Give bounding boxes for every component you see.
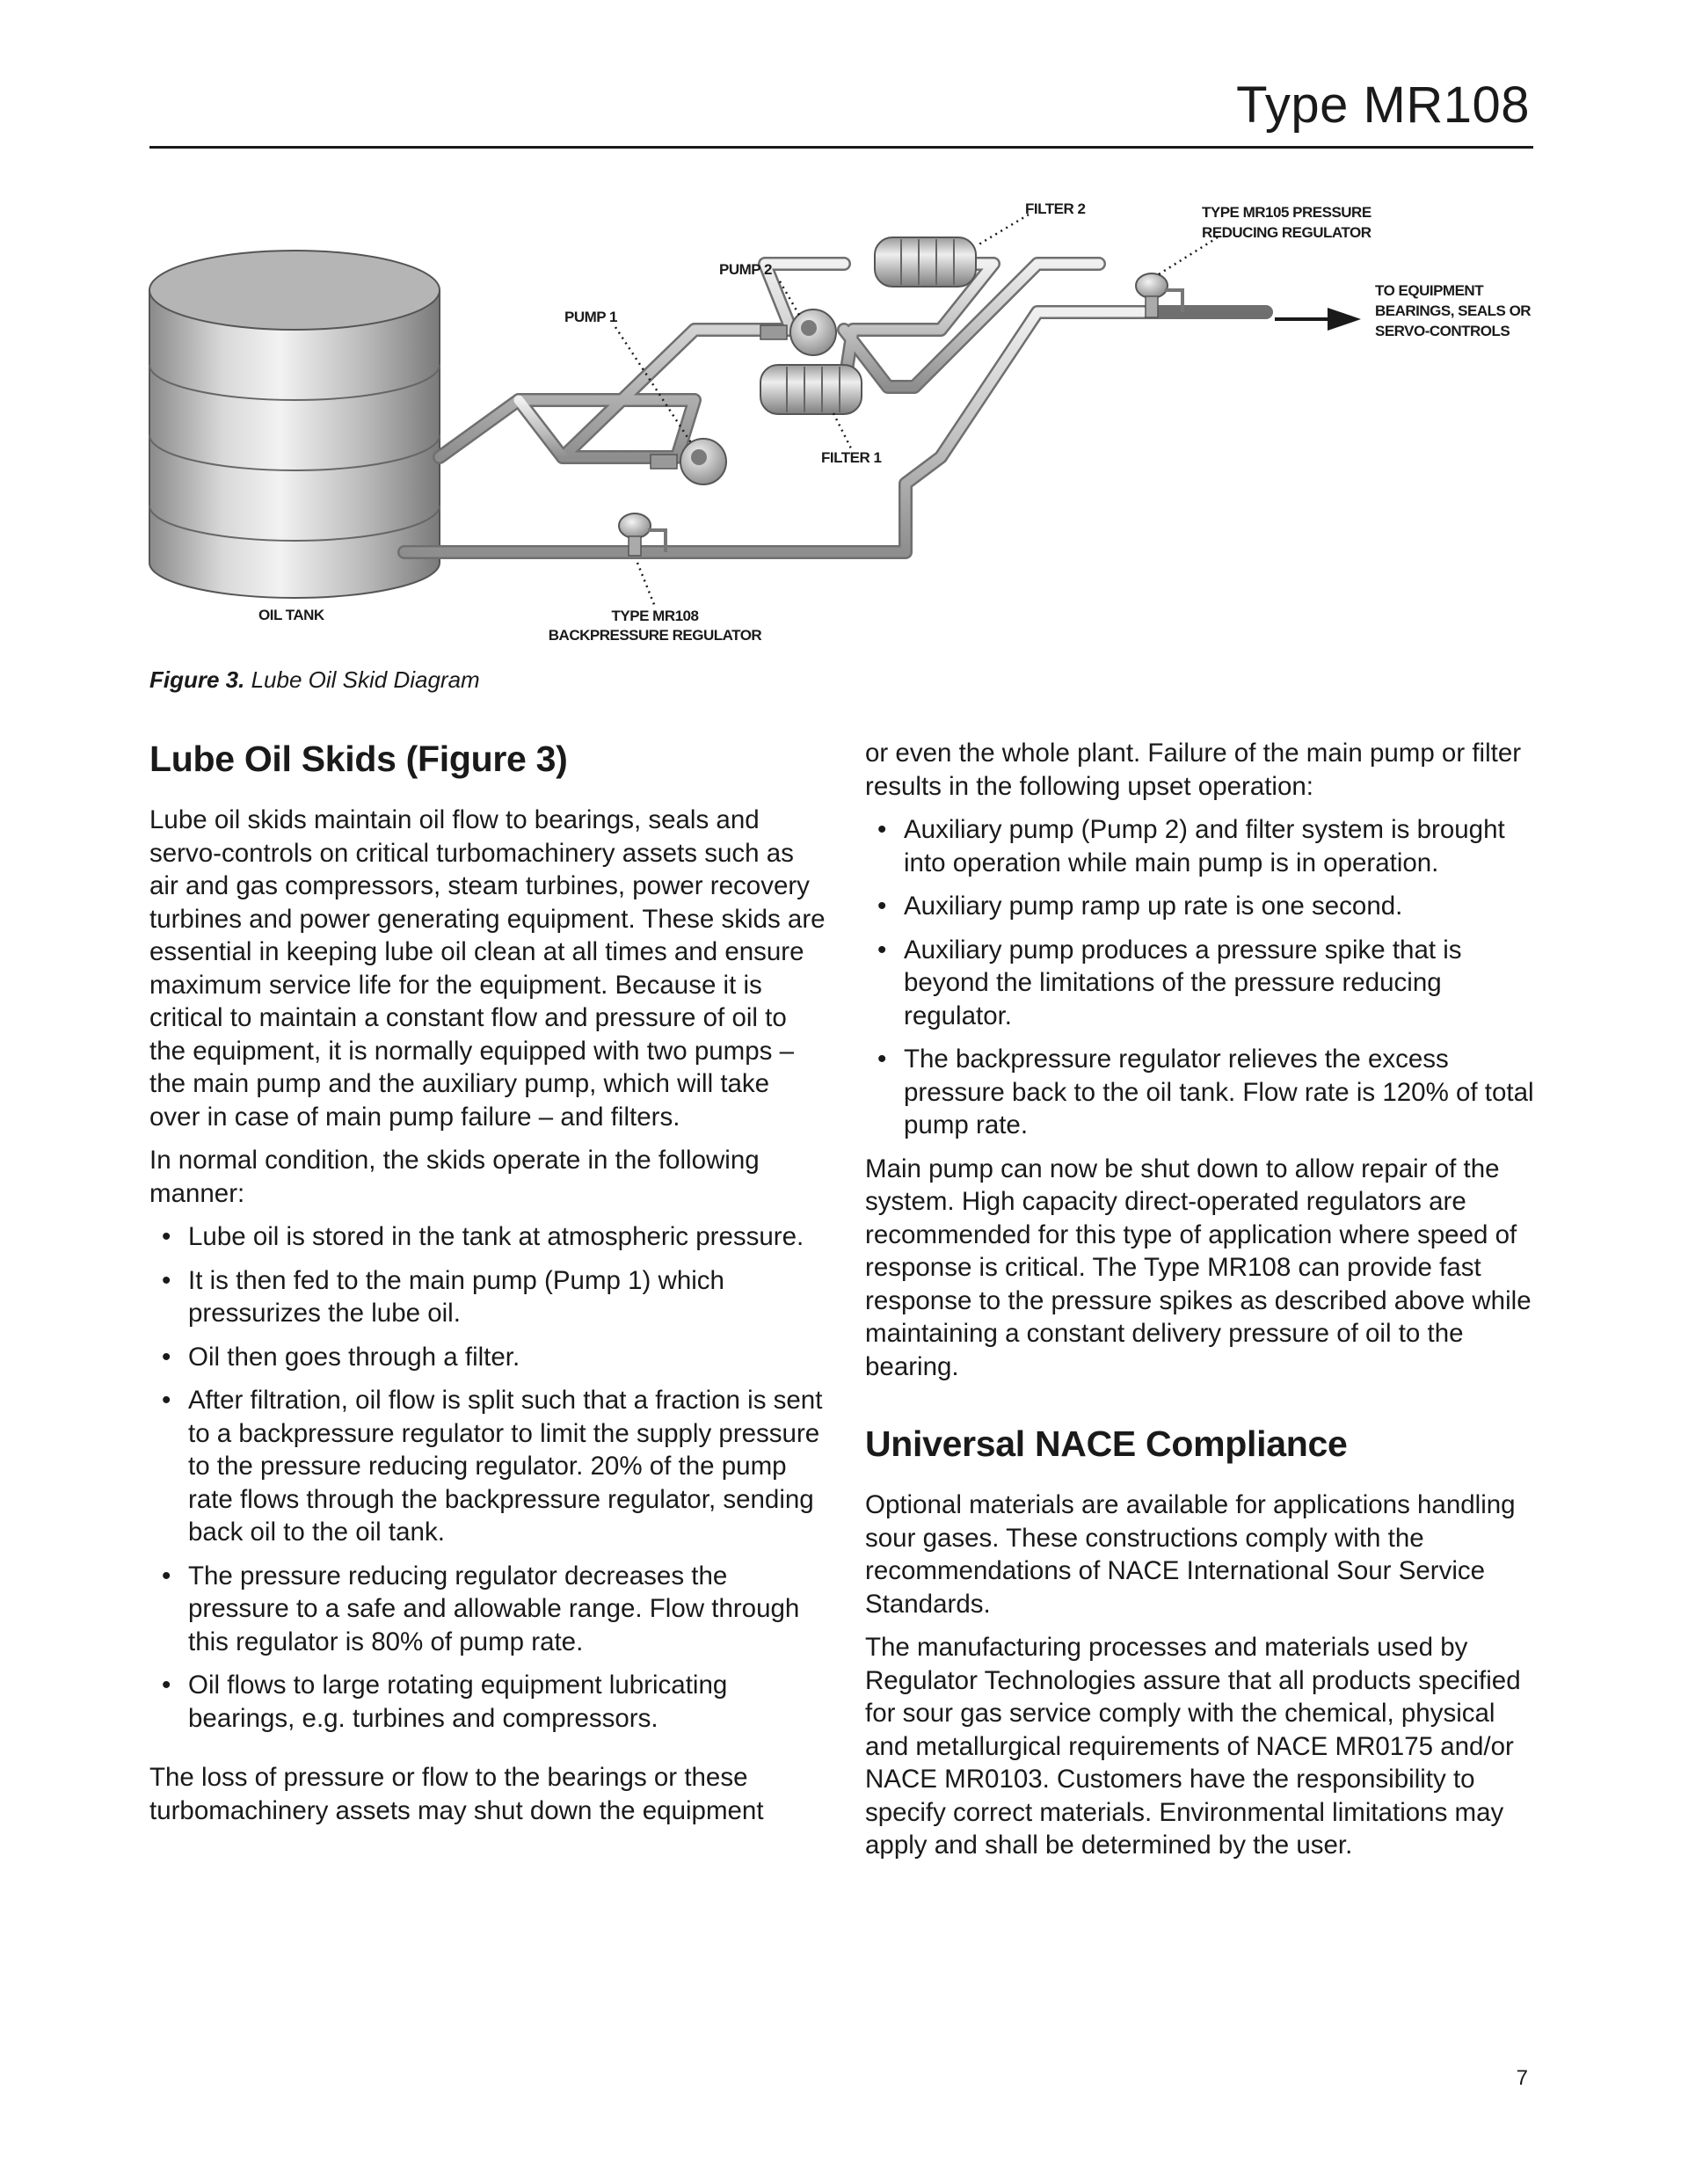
label-mr105-line1: TYPE MR105 PRESSURE (1202, 204, 1372, 221)
list-item-text: After filtration, oil flow is split such that a fraction is sent to a backpressure regulator to limit the supply pressure to the pressure reducing regulator. 20% of the pump rate flows through the backpressure regulator, sending back oil to the oil tank. (188, 1386, 823, 1547)
list-item: • It is then fed to the main pump (Pump 1) which pressurizes the lube oil. (162, 1265, 724, 1328)
list-item-text: Auxiliary pump produces a pressure spike that is beyond the limitations of the pressure reducing regulator. (904, 935, 1462, 1030)
header-title: Type MR108 (1236, 76, 1530, 134)
list-item: • After filtration, oil flow is split such that a fraction is sent to a backpressure regulator to limit the supply pressure to the pressure reducing regulator. 20% of the pump rate flows through the backpressure regulator, sending back oil to the oil tank. (162, 1386, 823, 1547)
bullet-list (149, 1220, 826, 1735)
lube-oil-skid-diagram (0, 167, 1688, 659)
list-item: • Lube oil is stored in the tank at atmospheric pressure. (162, 1222, 804, 1251)
page-number: 7 (1516, 2066, 1528, 2090)
section-heading-lube-oil-skids: Lube Oil Skids (Figure 3) (149, 739, 568, 779)
figure-caption (149, 666, 480, 694)
list-item-text: The pressure reducing regulator decreases the pressure to a safe and allowable range. Flow through this regulator is 80% of pump rate. (188, 1561, 800, 1656)
list-item: • Oil flows to large rotating equipment lubricating bearings, e.g. turbines and compressors. (162, 1671, 728, 1733)
paragraph: The loss of pressure or flow to the bearings or these turbomachinery assets may shut down the equipment (149, 1763, 764, 1825)
label-pump-1: PUMP 1 (564, 309, 617, 325)
label-oil-tank: OIL TANK (258, 607, 324, 623)
paragraph: Lube oil skids maintain oil flow to bearings, seals and servo-controls on critical turbomachinery assets such as air and gas compressors, steam turbines, power recovery turbines and power generating equipment. These skids are essential in keeping lube oil clean at all times and ensure maximum service life for the equipment. Because it is critical to maintain a constant flow and pressure of oil to the equipment, it is normally equipped with two pumps – the main pump and the auxiliary pump, which will take over in case of main pump failure – and filters. (149, 805, 826, 1132)
list-item: • Auxiliary pump (Pump 2) and filter system is brought into operation while main pump is in operation. (877, 815, 1505, 877)
label-equipment-line3: SERVO-CONTROLS (1375, 323, 1510, 339)
list-item-text: Lube oil is stored in the tank at atmospheric pressure. (188, 1222, 804, 1251)
list-item: • Auxiliary pump produces a pressure spike that is beyond the limitations of the pressure reducing regulator. (877, 935, 1462, 1030)
figure-title: Lube Oil Skid Diagram (251, 666, 480, 693)
figure-number: Figure 3. (149, 666, 245, 693)
left-column (149, 737, 826, 1827)
filter-1 (760, 365, 862, 414)
list-item: • Auxiliary pump ramp up rate is one second. (877, 892, 1403, 921)
filter-2 (875, 237, 976, 287)
oil-tank (149, 251, 440, 598)
pump-2 (760, 309, 836, 355)
bullet-list (865, 813, 1542, 1142)
list-item-text: Auxiliary pump ramp up rate is one second. (904, 892, 1403, 921)
label-mr108-line2: BACKPRESSURE REGULATOR (548, 627, 762, 644)
label-mr105-line2: REDUCING REGULATOR (1202, 224, 1372, 241)
list-item-text: Oil then goes through a filter. (188, 1342, 520, 1372)
label-pump-2: PUMP 2 (719, 261, 772, 278)
label-mr108-line1: TYPE MR108 (611, 608, 699, 624)
right-column (865, 737, 1542, 1862)
list-item-text: Auxiliary pump (Pump 2) and filter system is brought into operation while main pump is in operation. (904, 815, 1505, 877)
header-rule (149, 146, 1533, 149)
label-filter-1: FILTER 1 (821, 449, 882, 466)
paragraph: Main pump can now be shut down to allow repair of the system. High capacity direct-operated regulators are recommended for this type of application where speed of response is critical. The Type MR108 can provide fast response to the pressure spikes as described above while maintaining a constant delivery pressure of oil to the bearing. (865, 1154, 1532, 1381)
list-item-text: Oil flows to large rotating equipment lubricating bearings, e.g. turbines and compressors. (188, 1671, 728, 1733)
paragraph: or even the whole plant. Failure of the main pump or filter results in the following upset operation: (865, 739, 1522, 801)
list-item-text: The backpressure regulator relieves the excess pressure back to the oil tank. Flow rate is 120% of total pump rate. (904, 1045, 1534, 1139)
label-equipment-line2: BEARINGS, SEALS OR (1375, 302, 1532, 319)
pump-1 (651, 439, 726, 484)
paragraph: Optional materials are available for applications handling sour gases. These constructions comply with the recommendations of NACE International Sour Service Standards. (865, 1490, 1516, 1619)
paragraph: In normal condition, the skids operate in the following manner: (149, 1146, 760, 1208)
label-filter-2: FILTER 2 (1025, 200, 1086, 217)
paragraph: The manufacturing processes and materials used by Regulator Technologies assure that all products specified for sour gas service comply with the chemical, physical and metallurgical requirements of NACE MR0175 and/or NACE MR0103. Customers have the responsibility to specify correct materials. Environmental limitations may apply and shall be determined by the user. (865, 1633, 1521, 1860)
list-item: • Oil then goes through a filter. (162, 1342, 520, 1372)
section-heading-nace: Universal NACE Compliance (865, 1423, 1348, 1464)
label-equipment-line1: TO EQUIPMENT (1375, 282, 1484, 299)
list-item-text: It is then fed to the main pump (Pump 1) which pressurizes the lube oil. (188, 1265, 724, 1328)
list-item: • The backpressure regulator relieves the excess pressure back to the oil tank. Flow rate is 120% of total pump rate. (877, 1045, 1534, 1139)
list-item: • The pressure reducing regulator decreases the pressure to a safe and allowable range. Flow through this regulator is 80% of pump rate. (162, 1561, 800, 1656)
output-arrow (1275, 308, 1361, 331)
